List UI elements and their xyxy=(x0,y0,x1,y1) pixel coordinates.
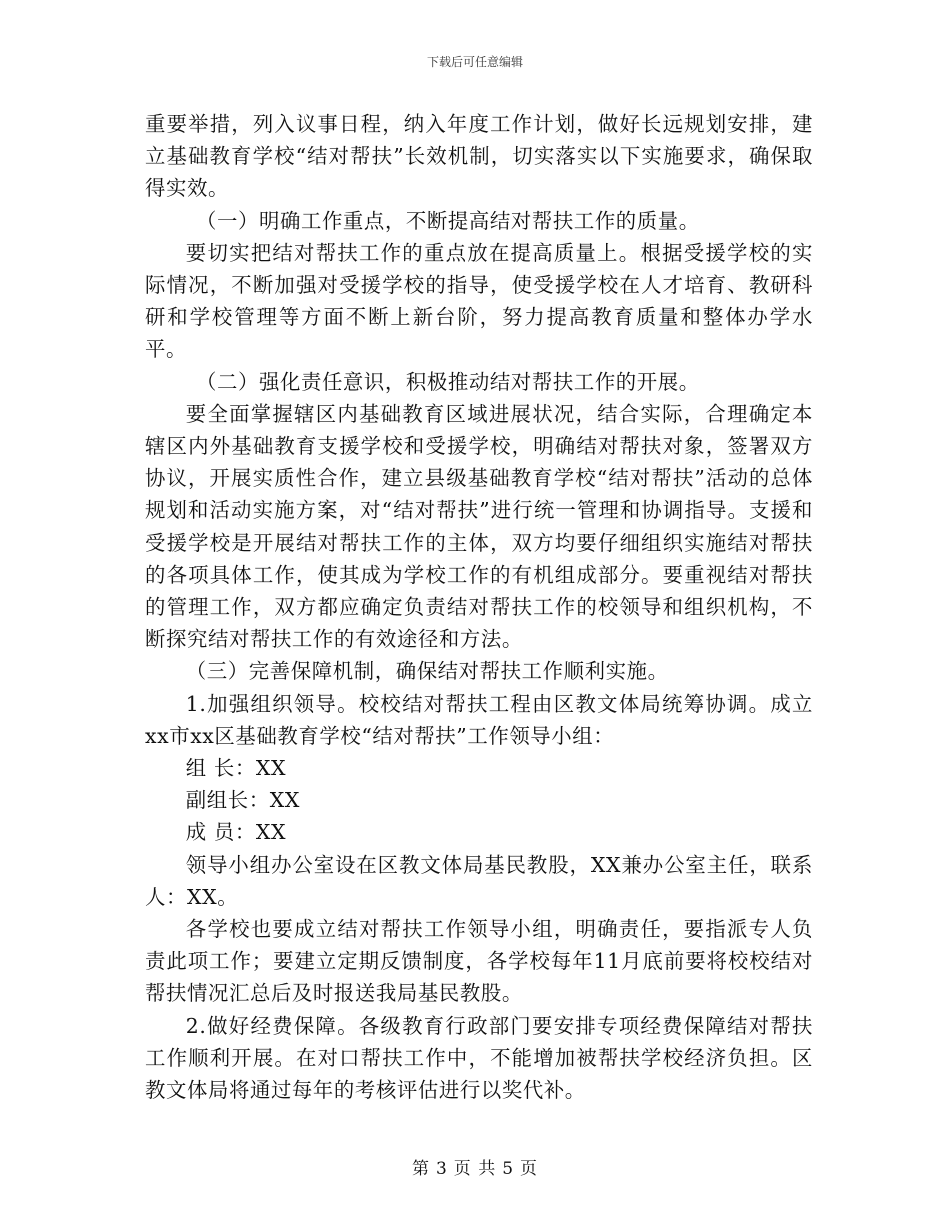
page-total: 5 xyxy=(502,1159,515,1179)
section-heading-3: （三）完善保障机制，确保结对帮扶工作顺利实施。 xyxy=(185,659,669,684)
leader-line: 组 长：XX xyxy=(185,756,287,781)
paragraph: 要切实把结对帮扶工作的重点放在提高质量上。根据受援学校的实际情况，不断加强对受援学校的指导，使受援学校在人才培育、教研科研和学校管理等方面不断上新台阶，努力提高教育质量和整体办学水平。 xyxy=(145,240,813,362)
page-footer xyxy=(0,1154,950,1179)
members-line: 成 员：XX xyxy=(185,820,287,845)
section-heading-2: （二）强化责任意识，积极推动结对帮扶工作的开展。 xyxy=(196,369,700,394)
page-label-mid: 页 共 xyxy=(453,1159,497,1179)
page-label-suffix: 页 xyxy=(520,1159,539,1179)
paragraph-continuation: 重要举措，列入议事日程，纳入年度工作计划，做好长远规划安排，建立基础教育学校“结对帮扶”长效机制，切实落实以下实施要求，确保取得实效。 xyxy=(145,112,813,201)
page-header: 下载后可任意编辑 xyxy=(426,55,523,69)
deputy-leader-line: 副组长：XX xyxy=(185,788,300,813)
page-label-prefix: 第 xyxy=(411,1159,430,1179)
page-current: 3 xyxy=(435,1159,448,1179)
paragraph: 领导小组办公室设在区教文体局基民教股，XX兼办公室主任，联系人：XX。 xyxy=(145,852,813,909)
document-body xyxy=(145,108,813,1106)
paragraph-item-2: 2.做好经费保障。各级教育行政部门要安排专项经费保障结对帮扶工作顺利开展。在对口帮扶工作中，不能增加被帮扶学校经济负担。区教文体局将通过每年的考核评估进行以奖代补。 xyxy=(145,1013,813,1103)
paragraph: 各学校也要成立结对帮扶工作领导小组，明确责任，要指派专人负责此项工作；要建立定期反馈制度，各学校每年11月底前要将校校结对帮扶情况汇总后及时报送我局基民教股。 xyxy=(145,917,813,1006)
section-heading-1: （一）明确工作重点，不断提高结对帮扶工作的质量。 xyxy=(196,208,700,233)
paragraph-item-1: 1.加强组织领导。校校结对帮扶工程由区教文体局统筹协调。成立xx市xx区基础教育学校“结对帮扶”工作领导小组： xyxy=(145,691,813,748)
paragraph: 要全面掌握辖区内基础教育区域进展状况，结合实际，合理确定本辖区内外基础教育支援学校和受援学校，明确结对帮扶对象，签署双方协议，开展实质性合作，建立县级基础教育学校“结对帮扶”活动的总体规划和活动实施方案，对“结对帮扶”进行统一管理和协调指导。支援和受援学校是开展结对帮扶工作的主体，双方均要仔细组织实施结对帮扶的各项具体工作，使其成为学校工作的有机组成部分。要重视结对帮扶的管理工作，双方都应确定负责结对帮扶工作的校领导和组织机构，不断探究结对帮扶工作的有效途径和方法。 xyxy=(145,401,813,652)
